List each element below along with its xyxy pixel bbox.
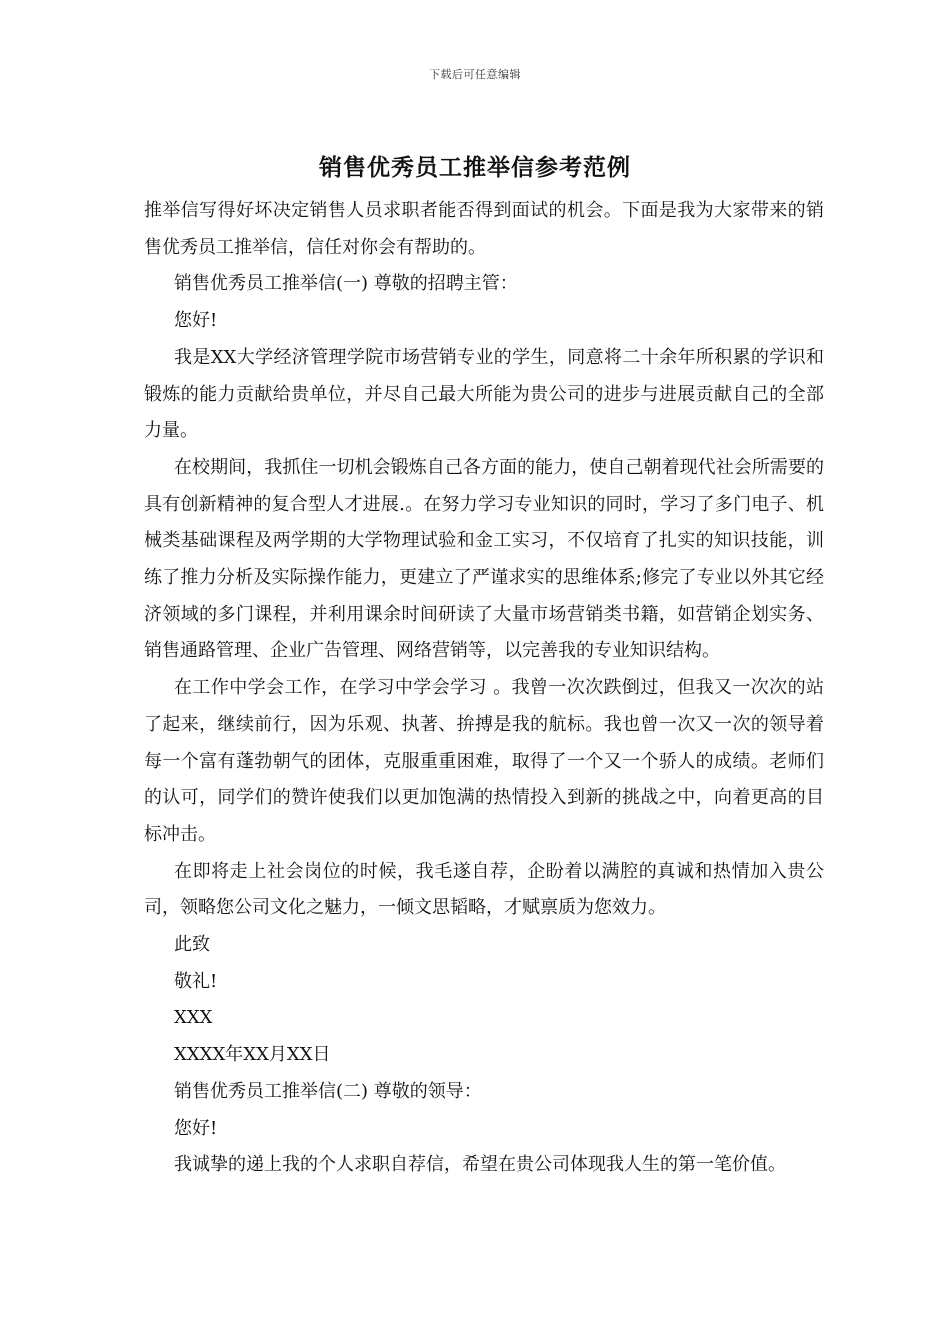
header-note: 下载后可任意编辑 (429, 68, 521, 81)
body-paragraph: 在校期间，我抓住一切机会锻炼自己各方面的能力，使自己朝着现代社会所需要的具有创新精神的复合型人才进展.。在努力学习专业知识的同时，学习了多门电子、机械类基础课程及两学期的大学物理试验和金工实习，不仅培育了扎实的知识技能，训练了推力分析及实际操作能力，更建立了严谨求实的思维体系;修完了专业以外其它经济领域的多门课程，并利用课余时间研读了大量市场营销类书籍，如营销企划实务、销售通路管理、企业广告管理、网络营销等，以完善我的专业知识结构。 (144, 456, 824, 662)
closing-line: 此致 (174, 934, 210, 956)
body-paragraph: 在即将走上社会岗位的时候，我毛遂自荐，企盼着以满腔的真诚和热情加入贵公司，领略您公司文化之魅力，一倾文思韬略，才赋禀质为您效力。 (144, 860, 824, 919)
signature: XXX (174, 1007, 213, 1029)
document-body (144, 193, 824, 1184)
document-title: 销售优秀员工推举信参考范例 (319, 154, 631, 181)
greeting: 您好! (174, 310, 218, 332)
date-line: XXXX年XX月XX日 (174, 1044, 331, 1066)
letter-one-heading: 销售优秀员工推举信(一) 尊敬的招聘主管： (174, 273, 518, 295)
closing-salute: 敬礼! (174, 970, 218, 992)
body-paragraph: 在工作中学会工作，在学习中学会学习 。我曾一次次跌倒过，但我又一次次的站了起来，继续前行，因为乐观、执著、拚搏是我的航标。我也曾一次又一次的领导着每一个富有蓬勃朝气的团体，克服重重困难，取得了一个又一个骄人的成绩。老师们的认可，同学们的赞许使我们以更加饱满的热情投入到新的挑战之中，向着更高的目标冲击。 (144, 677, 824, 845)
greeting: 您好! (174, 1117, 218, 1139)
letter-two-heading: 销售优秀员工推举信(二) 尊敬的领导： (174, 1080, 482, 1102)
body-paragraph: 我是XX大学经济管理学院市场营销专业的学生，同意将二十余年所积累的学识和锻炼的能力贡献给贵单位，并尽自己最大所能为贵公司的进步与进展贡献自己的全部力量。 (144, 346, 824, 442)
intro-paragraph: 推举信写得好坏决定销售人员求职者能否得到面试的机会。下面是我为大家带来的销售优秀员工推举信，信任对你会有帮助的。 (144, 200, 824, 258)
body-paragraph: 我诚挚的递上我的个人求职自荐信，希望在贵公司体现我人生的第一笔价值。 (174, 1154, 786, 1176)
